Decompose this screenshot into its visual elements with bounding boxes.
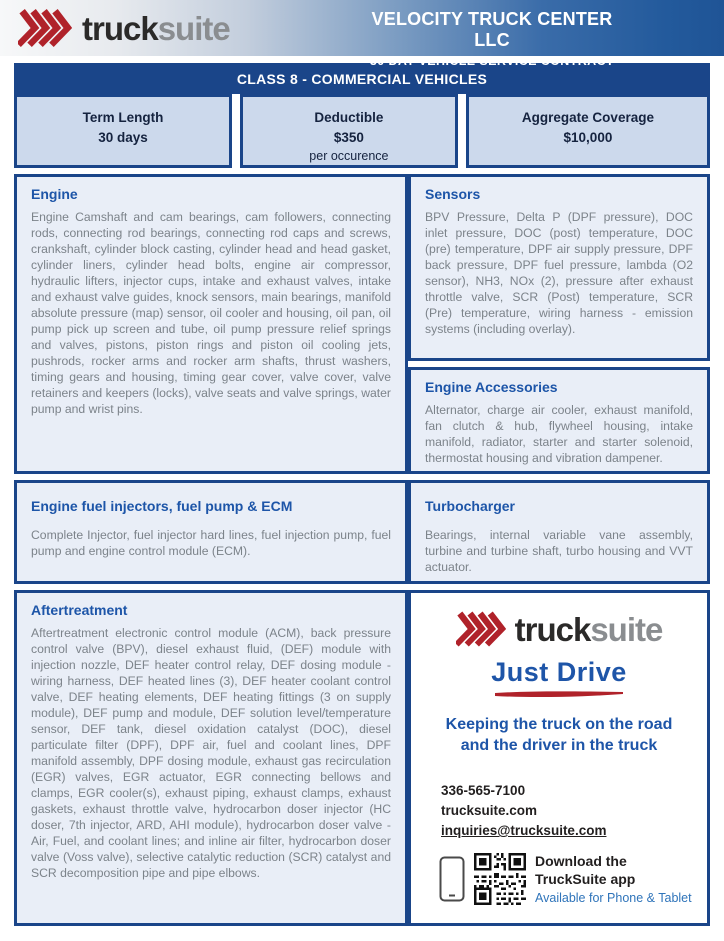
- app-text-block: [535, 853, 692, 905]
- qr-code: [474, 853, 526, 905]
- contract-subtitle: 30 DAY VEHICLE SERVICE CONTRACT: [369, 54, 615, 68]
- term-length-box: [14, 94, 232, 168]
- aggregate-coverage-value: $10,000: [563, 129, 613, 145]
- header: [0, 0, 724, 68]
- app-download-line2: TruckSuite app: [535, 870, 636, 887]
- promo-brand-logo: [411, 611, 707, 647]
- app-availability-note: Available for Phone & Tablet: [535, 891, 692, 906]
- tagline-line2: and the driver in the truck: [460, 736, 658, 754]
- phone-icon: [439, 856, 465, 902]
- chevrons-icon: [456, 611, 506, 647]
- section-aftertreatment-text: Aftertreatment electronic control module (ACM), back pressure control valve (BPV), diesel exhaust fluid, (DEF) module with injection nozzle, DEF heater control relay, DEF dosing module - wiring harness, DEF heated lines (3), DEF heater coolant control valve, DEF heating elements, DEF heating fittings (3 on supply module), DEF pump and module, DEF solution level/temperature sensor, DEF tank, diesel oxidation catalyst (DOC), diesel particulate filter (DPF), DPF air, fuel and coolant lines, DPF manifold assembly, DPF dosing module, exhaust gas recirculation (EGR) valves, EGR actuator, EGR connecting bellows and clamps, EGR cooler(s), exhaust piping, exhaust clamps, exhaust gaskets, exhaust throttle valve, hydrocarbon doser injector (HC doser, 7th injector, ARD, AHI module), hydrocarbon doser valve - Air, Fuel, and coolant lines; and inline air filter, hydrocarbon doser valve (Voss valve), selective catalytic reduction (SCR) catalyst and SCR decomposition pipe and pipe elbows.: [31, 626, 391, 880]
- contact-block: [441, 781, 707, 842]
- section-engine-accessories-text: Alternator, charge air cooler, exhaust manifold, fan clutch & hub, flywheel housing, intake manifold, radiator, starter and starter solenoid, thermostat housing and vibration dampener.: [425, 403, 693, 465]
- section-fuel-injectors-text: Complete Injector, fuel injector hard lines, fuel injection pump, fuel pump and engine control module (ECM).: [31, 528, 391, 558]
- aggregate-coverage-label: Aggregate Coverage: [521, 110, 654, 125]
- promo-brand-wordmark: [514, 610, 663, 648]
- section-turbocharger-title: Turbocharger: [425, 498, 515, 514]
- class-banner: CLASS 8 - COMMERCIAL VEHICLES: [14, 63, 710, 94]
- section-engine-text: Engine Camshaft and cam bearings, cam followers, connecting rods, connecting rod bearings, connecting rod caps and screws, crankshaft, cylinder block casting, cylinder head and head gasket, cylinder liners, cylinder head bolts, engine air compressor, hydraulic lifters, injector cups, intake and exhaust valves, intake and exhaust valve guides, knock sensors, main bearings, manifold absolute pressure (map) sensor, oil cooler and housing, oil pan, oil pump pick up screen and tube, oil pump pressure relief springs and valves, pistons, piston rings and piston oil cooling jets, pushrods, rocker arms and rocker arm shafts, thrust washers, timing gears and housing, timing gear cover, valve cover, valve retainers and keepers (locks), valve seats and valve springs, water pump and wrist pins.: [31, 210, 391, 416]
- section-turbocharger: [408, 480, 710, 584]
- deductible-label: Deductible: [314, 110, 384, 125]
- section-fuel-injectors-title: Engine fuel injectors, fuel pump & ECM: [31, 498, 293, 514]
- coverage-summary-row: [14, 94, 710, 168]
- deductible-box: [240, 94, 458, 168]
- app-download-line1: Download the: [535, 853, 627, 870]
- section-turbocharger-text: Bearings, internal variable vane assembly, turbine and turbine shaft, turbo housing and VVT actuator.: [425, 528, 693, 574]
- right-column: [408, 174, 710, 926]
- sections-grid: [14, 174, 710, 926]
- section-aftertreatment-title: Aftertreatment: [31, 602, 128, 618]
- tagline-line1: Keeping the truck on the road: [445, 716, 673, 733]
- term-length-label: Term Length: [82, 110, 164, 125]
- section-sensors-title: Sensors: [425, 186, 481, 202]
- brand-word-truck: truck: [82, 9, 158, 47]
- deductible-note: per occurence: [309, 149, 389, 164]
- section-fuel-injectors: [14, 480, 408, 584]
- aggregate-coverage-box: [466, 94, 710, 168]
- section-aftertreatment: [14, 590, 408, 926]
- tagline: [411, 715, 707, 757]
- slogan: Just Drive: [491, 657, 627, 687]
- term-length-value: 30 days: [98, 129, 148, 145]
- deductible-value: $350: [333, 129, 364, 145]
- brand-logo: [18, 9, 230, 47]
- section-engine-accessories-title: Engine Accessories: [425, 379, 558, 395]
- brand-word-suite: suite: [590, 610, 663, 648]
- brand-word-suite: suite: [157, 9, 230, 47]
- left-column: [14, 174, 408, 926]
- website: trucksuite.com: [441, 802, 538, 818]
- section-engine-title: Engine: [31, 186, 78, 202]
- company-title: VELOCITY TRUCK CENTER LLC: [371, 9, 613, 50]
- contract-body: [14, 63, 710, 926]
- email-link[interactable]: inquiries@trucksuite.com: [441, 823, 607, 839]
- brand-wordmark: [82, 9, 230, 47]
- section-sensors: [408, 174, 710, 361]
- section-engine: [14, 174, 408, 474]
- header-title-block: [362, 9, 622, 68]
- section-sensors-text: BPV Pressure, Delta P (DPF pressure), DOC inlet pressure, DOC (post) temperature, DOC (pre) temperature, DPF air supply pressure, DPF back pressure, DPF fuel pressure, lambda (O2 sensor), NH3, NOx (2), pressure after exhaust throttle valve, SCR (Post) temperature, SCR (Pre) temperature, wiring harness - emission systems (including overlay).: [425, 210, 693, 336]
- promo-box: [408, 590, 710, 926]
- brush-underline-icon: [492, 690, 626, 699]
- section-engine-accessories: [408, 367, 710, 474]
- brand-word-truck: truck: [514, 610, 591, 648]
- app-download-row: [439, 853, 707, 905]
- chevrons-icon: [18, 9, 72, 47]
- phone-number: 336-565-7100: [441, 782, 526, 798]
